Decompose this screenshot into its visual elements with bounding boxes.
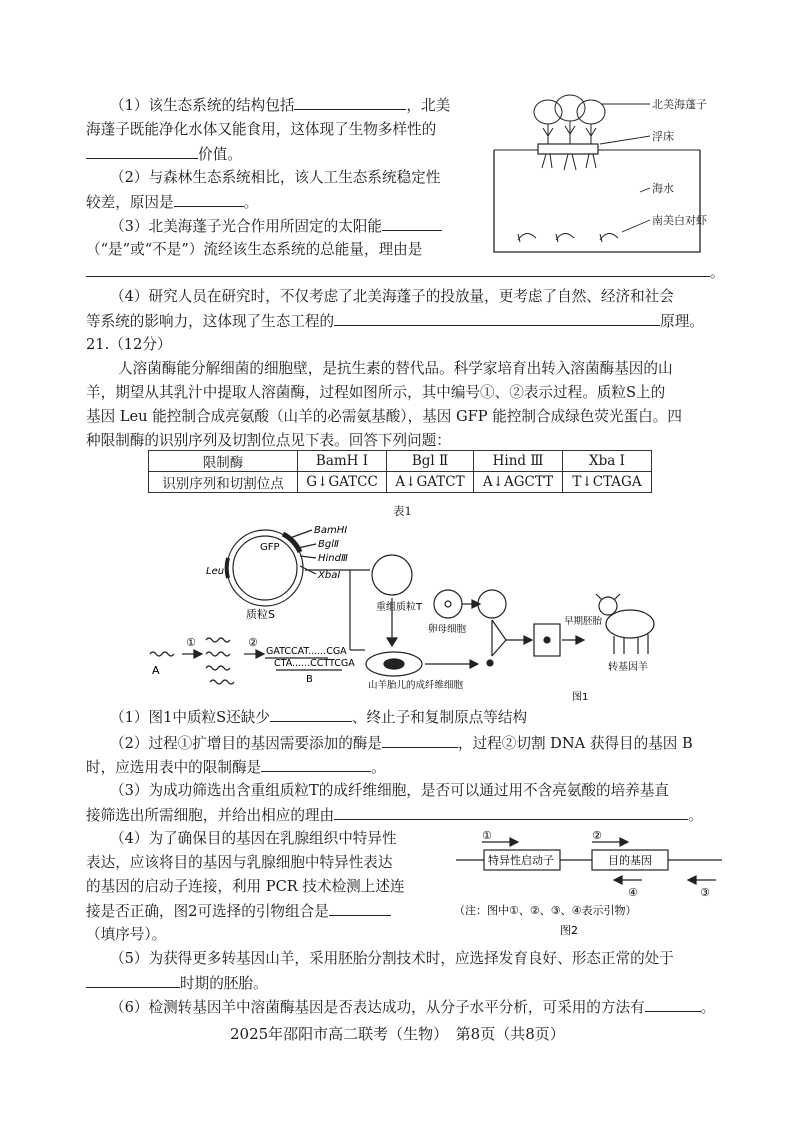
table-cell: G↓GATCC xyxy=(298,472,387,493)
label-step1: ① xyxy=(186,636,196,649)
enzyme-table xyxy=(148,450,652,493)
label-leu: Leu xyxy=(206,566,225,577)
label-water: 海水 xyxy=(652,182,674,195)
q21-s5-blank xyxy=(86,973,180,988)
q21-s4-text-e: （填序号）。 xyxy=(86,926,167,943)
q21-s3-blank xyxy=(334,805,688,820)
q21-s3-line1 xyxy=(110,781,669,801)
table-cell: 识别序列和切割位点 xyxy=(149,472,298,493)
label-bgl: BglⅡ xyxy=(318,539,339,550)
shrimp-icons xyxy=(518,233,618,242)
q21-s1-text-a: （1）图1中质粒S还缺少 xyxy=(110,709,270,726)
q20-part3-line1 xyxy=(110,216,442,237)
q21-s1-text-b: 、终止子和复制原点等结构 xyxy=(351,709,528,726)
q21-s3-text-b: 接筛选出所需细胞，并给出相应的理由 xyxy=(86,807,335,824)
q20-p1-text-d: 价值。 xyxy=(198,146,242,163)
table-cell: T↓CTAGA xyxy=(563,472,652,493)
q21-s3-text-a: （3）为成功筛选出含重组质粒T的成纤维细胞，是否可以通过用不含亮氨酸的培养基直 xyxy=(110,782,669,799)
table-header-cell: 限制酶 xyxy=(149,451,298,472)
label-shrimp: 南美白对虾 xyxy=(652,214,707,227)
q20-p3-blank1 xyxy=(382,216,442,231)
q20-part3-line3 xyxy=(86,262,725,283)
q21-s3-line2 xyxy=(86,805,703,826)
q20-part2-line2 xyxy=(86,192,258,213)
label-seq1: GATCCAT......CGA xyxy=(266,646,347,657)
q21-s2-text-b: ，过程②切割 DNA 获得目的基因 B xyxy=(457,735,693,752)
label-oocyte: 卵母细胞 xyxy=(428,624,467,635)
label-gfp: GFP xyxy=(260,542,280,553)
q21-s4-line4 xyxy=(86,901,391,922)
q21-s1-line xyxy=(110,707,527,728)
label-recombinant-t: 重组质粒T xyxy=(376,602,423,613)
goat-icon xyxy=(596,594,654,654)
label-target-gene: 目的基因 xyxy=(608,854,652,867)
q21-s2-blank1 xyxy=(382,733,458,748)
plasmid-t xyxy=(372,555,412,595)
q21-heading xyxy=(86,335,172,355)
table-caption: 表1 xyxy=(393,504,412,518)
q21-s5-text-a: （5）为获得更多转基因山羊，采用胚胎分割技术时，应选择发育良好、形态正常的处于 xyxy=(110,950,674,967)
q21-head-text: 21.（12分） xyxy=(86,336,172,353)
label-seq2: CTA......CCTTCGA xyxy=(274,658,355,669)
q20-p4-text-c: 原理。 xyxy=(660,313,704,330)
gene-a-dna xyxy=(150,652,174,656)
enzyme-table-header-row xyxy=(149,451,652,472)
q21-intro-line4 xyxy=(86,431,451,451)
table-header-cell: Hind Ⅲ xyxy=(474,451,563,472)
q21-intro4: 种限制酶的识别序列及切割位点见下表。回答下列问题： xyxy=(86,432,451,449)
q21-s6-text-a: （6）检测转基因羊中溶菌酶基因是否表达成功，从分子水平分析，可采用的方法有 xyxy=(110,999,645,1016)
page-footer: 2025年邵阳市高二联考（生物） 第8页（共8页） xyxy=(230,1025,565,1043)
figure-2-note: （注：图中①、②、③、④表示引物） xyxy=(454,904,637,917)
q20-part2-line1 xyxy=(110,168,440,188)
figure-1-caption: 图1 xyxy=(572,692,589,703)
label-float: 浮床 xyxy=(652,130,674,143)
q21-s6-line xyxy=(110,997,715,1018)
leu-segment xyxy=(227,558,228,578)
label-plasmid-s: 质粒S xyxy=(246,608,275,621)
q20-p1-text-c: 海蓬子既能净化水体又能食用，这体现了生物多样性的 xyxy=(86,121,437,138)
label-early-embryo: 早期胚胎 xyxy=(564,616,603,627)
table-header-cell: Bgl Ⅱ xyxy=(387,451,474,472)
q20-p1-text-a: （1）该生态系统的结构包括 xyxy=(110,97,295,114)
q21-s2-line1 xyxy=(110,733,693,754)
q20-p4-blank xyxy=(334,311,660,326)
floating-bed xyxy=(538,144,598,154)
primer-1-label: ① xyxy=(482,830,492,842)
label-xba: XbaⅠ xyxy=(318,570,341,581)
primer-2-label: ② xyxy=(592,830,602,842)
q20-p2-text-a: （2）与森林生态系统相比，该人工生态系统稳定性 xyxy=(110,169,441,186)
q20-p1-blank1 xyxy=(294,95,406,110)
q21-s2-text-a: （2）过程①扩增目的基因需要添加的酶是 xyxy=(110,735,382,752)
q20-p4-text-b: 等系统的影响力，这体现了生态工程的 xyxy=(86,313,335,330)
figure-1 xyxy=(140,520,700,705)
q21-intro-line3 xyxy=(86,407,682,427)
floating-bed-figure xyxy=(490,92,730,262)
q20-p3-blank2 xyxy=(86,262,710,277)
primer-4-label: ④ xyxy=(628,886,638,899)
label-gene-a: A xyxy=(152,664,160,677)
q21-s6-blank xyxy=(645,997,701,1012)
figure-2-caption: 图2 xyxy=(560,924,578,937)
label-gene-b: B xyxy=(306,674,313,685)
q20-p4-text-a: （4）研究人员在研究时，不仅考虑了北美海蓬子的投放量，更考虑了自然、经济和社会 xyxy=(110,288,674,305)
q20-part4-line2 xyxy=(86,311,704,332)
q21-intro1: 人溶菌酶能分解细菌的细胞壁，是抗生素的替代品。科学家培育出转入溶菌酶基因的山 xyxy=(118,360,673,377)
q21-s2-text-d: 。 xyxy=(371,759,386,776)
q20-p2-text-c: 。 xyxy=(243,194,259,211)
oocyte-cell xyxy=(434,590,462,618)
q20-p2-blank xyxy=(174,192,244,207)
q20-part4-line1 xyxy=(110,287,674,307)
q21-s2-text-c: 时，应选用表中的限制酶是 xyxy=(86,759,262,776)
q20-p1-blank2 xyxy=(86,144,198,159)
q20-p3-end: 。 xyxy=(710,264,725,281)
label-fibroblast: 山羊胎儿的成纤维细胞 xyxy=(368,680,464,691)
q20-part3-line2 xyxy=(86,240,422,260)
q21-s3-end: 。 xyxy=(688,807,703,824)
q21-s4-text-c: 的基因的启动子连接，利用 PCR 技术检测上述连 xyxy=(86,878,405,895)
label-step2: ② xyxy=(248,636,258,649)
table-header-cell: Xba Ⅰ xyxy=(563,451,652,472)
label-transgenic-goat: 转基因羊 xyxy=(608,662,648,673)
q21-intro-line2 xyxy=(86,383,665,403)
q21-s4-blank xyxy=(329,901,391,916)
q20-p3-text-a: （3）北美海蓬子光合作用所固定的太阳能 xyxy=(110,218,382,235)
q21-s5-line1 xyxy=(110,949,674,969)
q21-s4-text-d: 接是否正确，图2可选择的引物组合是 xyxy=(86,903,329,920)
label-promoter: 特异性启动子 xyxy=(488,854,554,867)
q21-intro-line1 xyxy=(118,359,673,379)
q21-intro3: 基因 Leu 能控制合成亮氨酸（山羊的必需氨基酸），基因 GFP 能控制合成绿色荧光蛋白。四 xyxy=(86,408,682,425)
q21-intro2: 羊，期望从其乳汁中提取人溶菌酶，过程如图所示，其中编号①、②表示过程。质粒S上的 xyxy=(86,384,666,401)
q21-s4-line3 xyxy=(86,877,405,897)
figure-2 xyxy=(452,830,732,940)
primer-3-label: ③ xyxy=(700,886,710,899)
label-bamh: BamHⅠ xyxy=(314,525,348,536)
label-hind: HindⅢ xyxy=(318,553,348,564)
table-header-cell: BamH Ⅰ xyxy=(298,451,387,472)
q21-s6-end: 。 xyxy=(700,999,716,1016)
q21-s4-line5 xyxy=(86,925,166,945)
table-cell: A↓GATCT xyxy=(387,472,474,493)
table-cell: A↓AGCTT xyxy=(474,472,563,493)
q20-p2-text-b: 较差，原因是 xyxy=(86,194,174,211)
q20-part1-line3 xyxy=(86,144,242,165)
q21-s4-line1 xyxy=(110,829,397,849)
label-plant: 北美海蓬子 xyxy=(652,98,707,111)
q21-s2-line2 xyxy=(86,757,386,778)
q21-s2-blank2 xyxy=(261,757,371,772)
q20-p3-text-b: （“是”或“不是”）流经该生态系统的总能量，理由是 xyxy=(86,241,423,258)
q21-s1-blank xyxy=(270,707,352,722)
tank-outline xyxy=(494,150,700,252)
q20-part1-line2 xyxy=(86,120,436,140)
q20-part1-line1 xyxy=(110,95,450,116)
q20-p1-text-b: ，北美 xyxy=(406,97,451,114)
q21-s4-text-a: （4）为了确保目的基因在乳腺组织中特异性 xyxy=(110,830,397,847)
q21-s5-line2 xyxy=(86,973,268,994)
figure-leader-lines xyxy=(600,104,650,232)
enzyme-table-row xyxy=(149,472,652,493)
q21-s4-line2 xyxy=(86,853,392,873)
q21-s5-text-b: 时期的胚胎。 xyxy=(180,975,268,992)
q21-s4-text-b: 表达，应该将目的基因与乳腺细胞中特异性表达 xyxy=(86,854,393,871)
plant-icons xyxy=(534,95,605,170)
